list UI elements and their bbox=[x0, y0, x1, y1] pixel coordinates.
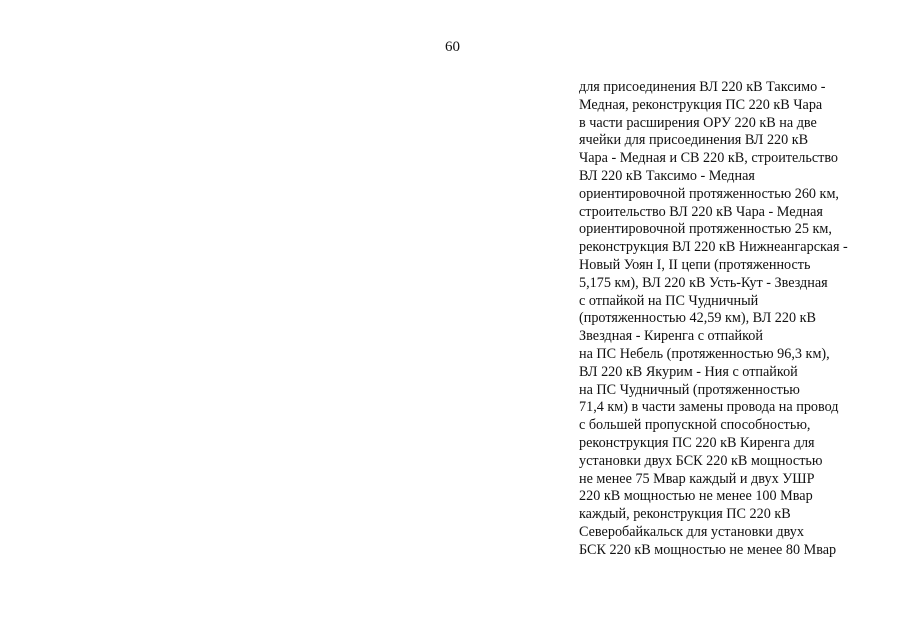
text-line: каждый, реконструкция ПС 220 кВ bbox=[579, 506, 791, 523]
text-line: для присоединения ВЛ 220 кВ Таксимо - bbox=[579, 79, 826, 95]
text-line: Чара - Медная и СВ 220 кВ, строительство bbox=[579, 150, 839, 167]
text-line: БСК 220 кВ мощностью не менее 80 Мвар bbox=[579, 541, 837, 558]
text-line: ячейки для присоединения ВЛ 220 кВ bbox=[579, 132, 809, 149]
text-line: Новый Уоян I, II цепи (протяженность bbox=[579, 256, 811, 273]
text-line: ВЛ 220 кВ Таксимо - Медная bbox=[579, 167, 755, 184]
text-line: (протяженностью 42,59 км), ВЛ 220 кВ bbox=[579, 310, 816, 327]
text-line: установки двух БСК 220 кВ мощностью bbox=[579, 452, 823, 469]
text-line: в части расширения ОРУ 220 кВ на две bbox=[579, 114, 817, 131]
text-line: Северобайкальск для установки двух bbox=[579, 523, 804, 540]
text-line: Звездная - Киренга с отпайкой bbox=[579, 328, 763, 345]
text-line: Медная, реконструкция ПС 220 кВ Чара bbox=[579, 96, 823, 113]
text-line: реконструкция ПС 220 кВ Киренга для bbox=[579, 434, 815, 451]
page-number: 60 bbox=[445, 39, 460, 55]
body-text-column bbox=[579, 79, 901, 560]
text-line: на ПС Небель (протяженностью 96,3 км), bbox=[579, 345, 830, 362]
text-line: 71,4 км) в части замены провода на провод bbox=[579, 399, 839, 416]
text-line: с большей пропускной способностью, bbox=[579, 417, 811, 434]
text-line: ВЛ 220 кВ Якурим - Ния с отпайкой bbox=[579, 363, 798, 380]
text-line: с отпайкой на ПС Чудничный bbox=[579, 292, 759, 309]
text-line: на ПС Чудничный (протяженностью bbox=[579, 381, 800, 398]
text-line: строительство ВЛ 220 кВ Чара - Медная bbox=[579, 203, 823, 220]
text-line: 5,175 км), ВЛ 220 кВ Усть-Кут - Звездная bbox=[579, 274, 828, 291]
text-line: ориентировочной протяженностью 25 км, bbox=[579, 221, 832, 238]
text-line: 220 кВ мощностью не менее 100 Мвар bbox=[579, 488, 813, 505]
text-line: не менее 75 Мвар каждый и двух УШР bbox=[579, 470, 815, 487]
text-line: реконструкция ВЛ 220 кВ Нижнеангарская - bbox=[579, 239, 848, 256]
text-line: ориентировочной протяженностью 260 км, bbox=[579, 185, 839, 202]
